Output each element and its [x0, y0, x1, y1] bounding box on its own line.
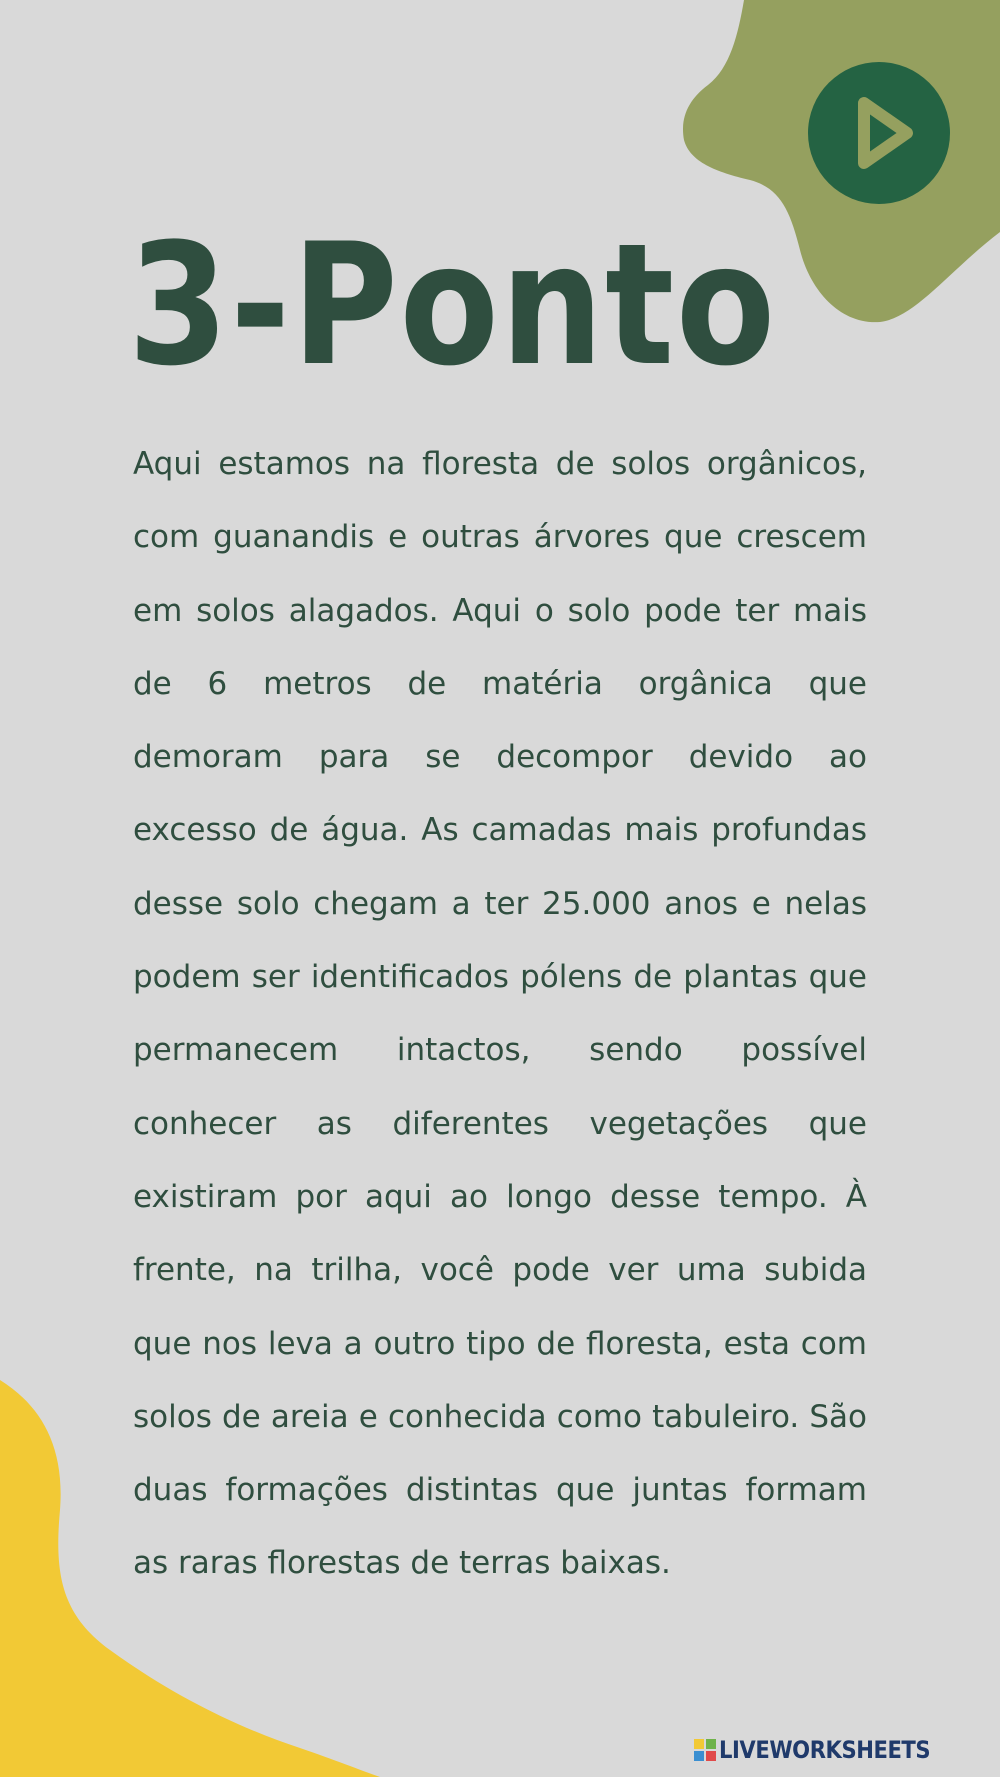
page-title: 3-Ponto — [128, 207, 777, 403]
brand-name: LIVEWORKSHEETS — [719, 1736, 931, 1764]
liveworksheets-brand[interactable] — [694, 1736, 959, 1764]
body-paragraph: Aqui estamos na floresta de solos orgânicos, com guanandis e outras árvores que crescem em solos alagados. Aqui o solo pode ter mais de 6 metros de matéria orgânica que demoram para se decompor devido ao excesso de água. As camadas mais profundas desse solo chegam a ter 25.000 anos e nelas podem ser identificados pólens de plantas que permanecem intactos, sendo possível conhecer as diferentes vegetações que existiram por aqui ao longo desse tempo. À frente, na trilha, você pode ver uma subida que nos leva a outro tipo de floresta, esta com solos de areia e conhecida como tabuleiro. São duas formações distintas que juntas formam as raras florestas de terras baixas. — [133, 446, 867, 1582]
play-icon — [808, 62, 950, 204]
liveworksheets-logo-icon — [694, 1739, 716, 1761]
play-button[interactable] — [808, 62, 950, 204]
